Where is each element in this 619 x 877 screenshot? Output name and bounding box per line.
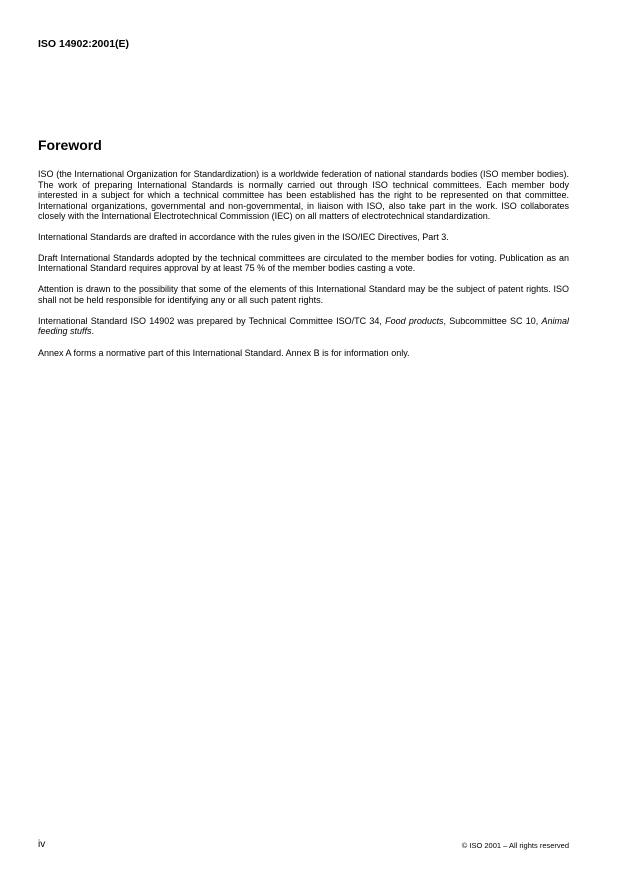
standard-number: ISO 14902:2001(E) bbox=[38, 38, 130, 50]
subcommittee-title: Animal feeding stuffs bbox=[38, 315, 569, 337]
copyright-notice: © ISO 2001 – All rights reserved bbox=[461, 841, 569, 850]
foreword-heading: Foreword bbox=[38, 137, 102, 153]
paragraph-patent-rights: Attention is drawn to the possibility that some of the elements of this International Standard may be the subject of patent rights. ISO shall not be held responsible for identifying any or all such patent rights. bbox=[38, 284, 569, 305]
paragraph-iso-description: ISO (the International Organization for Standardization) is a worldwide federation of national standards bodies (ISO member bodies). The work of preparing International Standards is normally carried out through ISO technical committees. Each member body interested in a subject for which a technical committee has been established has the right to be represented on that committee. International organizations, governmental and non-governmental, in liaison with ISO, also take part in the work. ISO collaborates closely with the International Electrotechnical Commission (IEC) on all matters of electrotechnical standardization. bbox=[38, 169, 569, 221]
page-number: iv bbox=[38, 839, 46, 850]
paragraph-voting: Draft International Standards adopted by the technical committees are circulated to the member bodies for voting. Publication as an International Standard requires approval by at least 75 % of the member bodies casting a vote. bbox=[38, 252, 569, 274]
paragraph-drafting-rules: International Standards are drafted in accordance with the rules given in the ISO/IEC Directives, Part 3. bbox=[38, 231, 449, 242]
foreword-body bbox=[38, 169, 569, 368]
paragraph-prepared-by bbox=[38, 316, 569, 337]
subcommittee-text: , Subcommittee SC 10, bbox=[443, 315, 542, 326]
sentence-end: . bbox=[91, 326, 95, 337]
prepared-by-text: International Standard ISO 14902 was prepared by Technical Committee ISO/TC 34, bbox=[38, 315, 386, 326]
committee-title: Food products bbox=[385, 315, 444, 326]
paragraph-annexes: Annex A forms a normative part of this International Standard. Annex B is for information only. bbox=[38, 347, 410, 358]
